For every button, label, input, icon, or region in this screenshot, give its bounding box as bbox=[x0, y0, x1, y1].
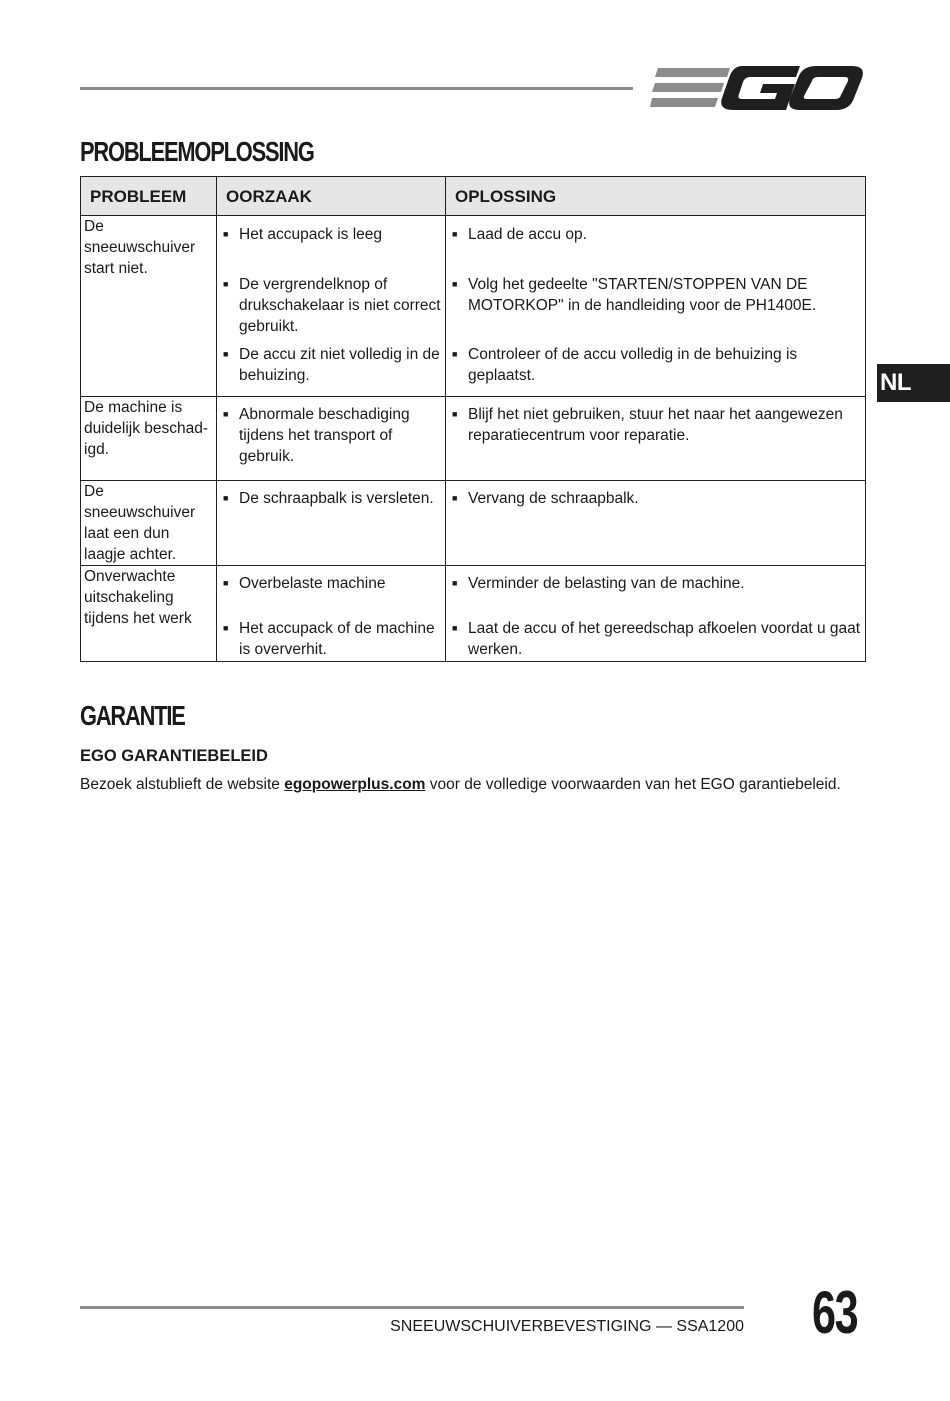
bullet-icon: ■ bbox=[452, 493, 458, 503]
column-header-problem: PROBLEEM bbox=[81, 177, 217, 216]
footer-rule bbox=[80, 1306, 744, 1309]
bullet-icon: ■ bbox=[452, 578, 458, 588]
bullet-icon: ■ bbox=[223, 493, 229, 503]
solution-item: ■ Verminder de belasting van de machine. bbox=[452, 575, 745, 592]
bullet-icon: ■ bbox=[223, 229, 229, 239]
problem-cell: De sneeuwschuiver laat een dun laagje achter. bbox=[81, 481, 217, 566]
warranty-text: Bezoek alstublieft de website egopowerplus.com voor de volledige voorwaarden van het EGO garantiebeleid. bbox=[80, 776, 841, 793]
cause-item: ■ De schraapbalk is versleten. bbox=[223, 490, 434, 507]
cause-item: ■ Overbelaste machine bbox=[223, 575, 386, 592]
column-header-cause: OORZAAK bbox=[217, 177, 446, 216]
problem-cell: De sneeuwschuiver start niet. bbox=[81, 216, 217, 397]
problem-cell: Onverwachte uitschakeling tijdens het werk bbox=[81, 566, 217, 662]
cause-item: ■ Het accupack of de machine is oververhit. bbox=[223, 620, 435, 658]
language-tab: NL bbox=[877, 364, 950, 402]
cause-item: ■ Abnormale beschadiging tijdens het transport of gebruik. bbox=[223, 406, 410, 465]
bullet-icon: ■ bbox=[452, 409, 458, 419]
bullet-icon: ■ bbox=[452, 623, 458, 633]
ego-logo bbox=[650, 62, 864, 114]
website-link[interactable]: egopowerplus.com bbox=[284, 776, 426, 793]
troubleshooting-table bbox=[80, 176, 866, 662]
cause-item: ■ De vergrendelknop of drukschakelaar is niet correct gebruikt. bbox=[223, 276, 441, 335]
header-rule bbox=[80, 87, 633, 90]
cause-item: ■ De accu zit niet volledig in de behuizing. bbox=[223, 346, 440, 384]
solution-cell bbox=[446, 481, 866, 566]
solution-item: ■ Laad de accu op. bbox=[452, 226, 587, 243]
bullet-icon: ■ bbox=[452, 349, 458, 359]
solution-item: ■ Vervang de schraapbalk. bbox=[452, 490, 639, 507]
warranty-policy-heading: EGO GARANTIEBELEID bbox=[80, 747, 268, 765]
bullet-icon: ■ bbox=[223, 623, 229, 633]
table-header-row bbox=[81, 177, 866, 216]
footer-text: SNEEUWSCHUIVERBEVESTIGING — SSA1200 bbox=[390, 1318, 744, 1335]
bullet-icon: ■ bbox=[223, 409, 229, 419]
table-row bbox=[81, 481, 866, 566]
cause-item: ■ Het accupack is leeg bbox=[223, 226, 383, 243]
solution-item: ■ Laat de accu of het gereedschap afkoelen voordat u gaat werken. bbox=[452, 620, 861, 658]
table-row bbox=[81, 216, 866, 397]
bullet-icon: ■ bbox=[452, 229, 458, 239]
solution-item: ■ Volg het gedeelte "STARTEN/STOPPEN VAN DE MOTORKOP" in de handleiding voor de PH1400E. bbox=[452, 276, 817, 314]
bullet-icon: ■ bbox=[452, 279, 458, 289]
solution-item: ■ Controleer of de accu volledig in de behuizing is geplaatst. bbox=[452, 346, 798, 384]
solution-cell bbox=[446, 566, 866, 662]
bullet-icon: ■ bbox=[223, 349, 229, 359]
column-header-solution: OPLOSSING bbox=[446, 177, 866, 216]
table-row bbox=[81, 566, 866, 662]
solution-cell bbox=[446, 397, 866, 481]
cause-cell bbox=[217, 566, 446, 662]
bullet-icon: ■ bbox=[223, 279, 229, 289]
warranty-title: GARANTIE bbox=[80, 700, 185, 731]
solution-item: ■ Blijf het niet gebruiken, stuur het naar het aangewezen reparatiecentrum voor reparatie. bbox=[452, 406, 843, 444]
page-number: 63 bbox=[812, 1279, 858, 1346]
troubleshooting-title: PROBLEEMOPLOSSING bbox=[80, 136, 314, 167]
solution-cell bbox=[446, 216, 866, 397]
bullet-icon: ■ bbox=[223, 578, 229, 588]
cause-cell bbox=[217, 216, 446, 397]
cause-cell bbox=[217, 397, 446, 481]
table-row bbox=[81, 397, 866, 481]
problem-cell: De machine is duidelijk beschad-igd. bbox=[81, 397, 217, 481]
cause-cell bbox=[217, 481, 446, 566]
